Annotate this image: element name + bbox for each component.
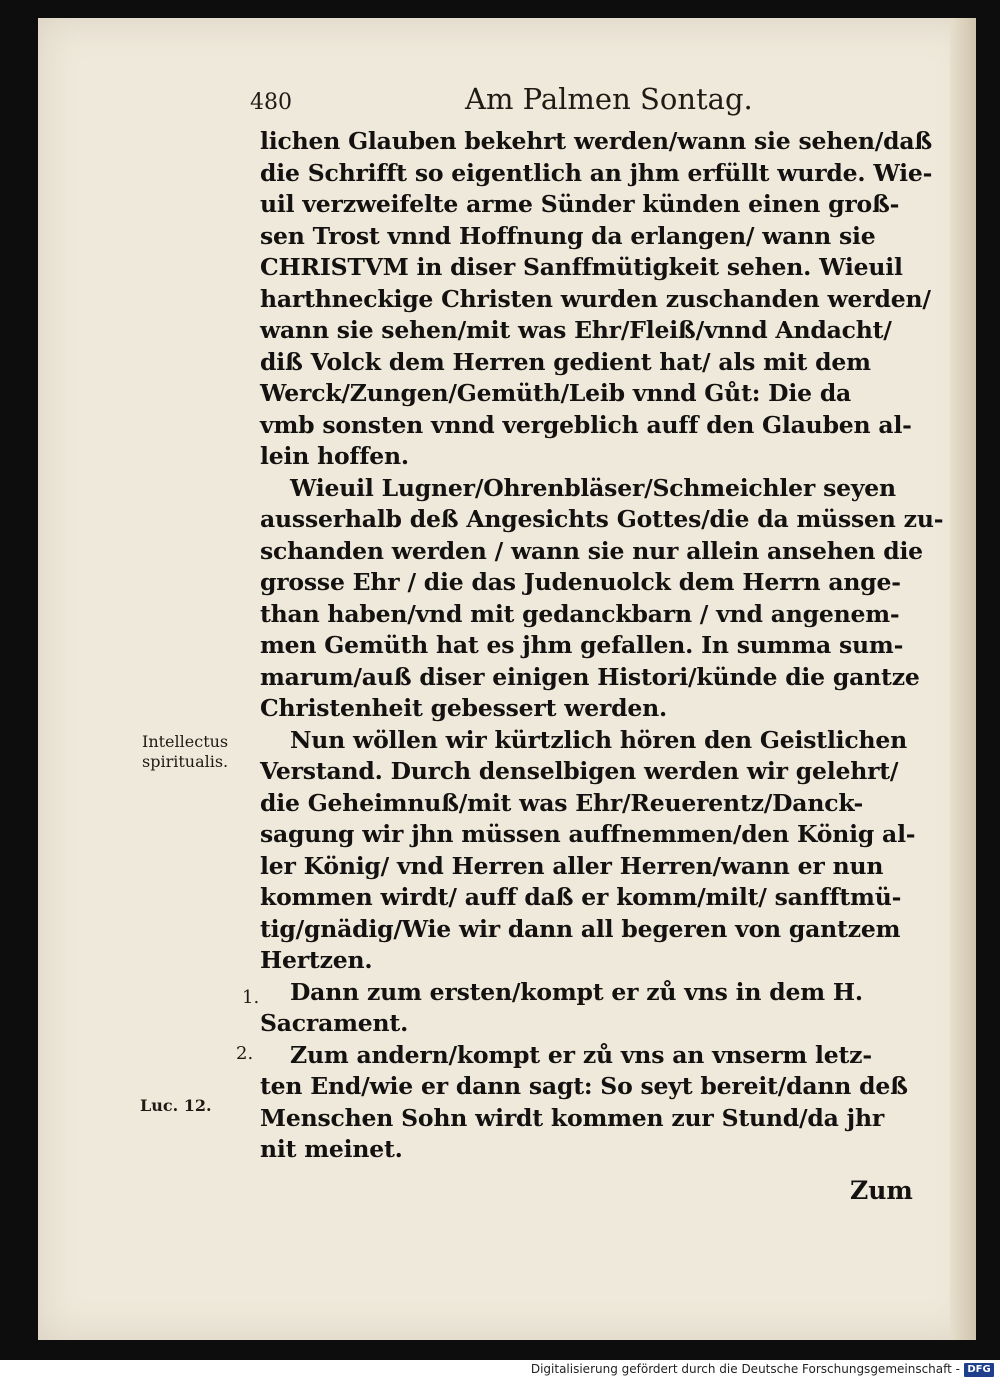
page-header: [250, 82, 770, 122]
running-head: Am Palmen Sontag.: [465, 82, 753, 116]
text-line: Christenheit gebessert werden.: [260, 694, 668, 722]
text-line: nit meinet.: [260, 1135, 403, 1163]
marginal-number-1: 1.: [242, 987, 260, 1008]
marginal-note-intellectus: [142, 732, 228, 772]
marginal-note-line: spiritualis.: [142, 752, 229, 771]
text-line: Sacrament.: [260, 1009, 409, 1037]
text-line: die Geheimnuß/mit was Ehr/Reuerentz/Danck-: [260, 788, 864, 817]
book-page: [38, 18, 976, 1340]
funding-credit: Digitalisierung gefördert durch die Deutsche Forschungsgemeinschaft -: [530, 1362, 960, 1376]
text-line: schanden werden / wann sie nur allein ansehen die: [260, 536, 923, 565]
text-line: harthneckige Christen wurden zuschanden werden/: [260, 284, 931, 313]
text-line: diß Volck dem Herren gedient hat/ als mit dem: [260, 347, 871, 376]
page-gutter: [950, 18, 976, 1340]
text-line: Hertzen.: [260, 946, 373, 974]
text-line: Menschen Sohn wirdt kommen zur Stund/da jhr: [260, 1103, 885, 1132]
marginal-number-2: 2.: [236, 1043, 254, 1064]
text-line: tig/gnädig/Wie wir dann all begeren von gantzem: [260, 914, 901, 943]
dfg-logo: DFG: [964, 1363, 994, 1377]
marginal-note-line: Intellectus: [142, 732, 229, 751]
text-line: marum/auß diser einigen Histori/künde die gantze: [260, 662, 920, 691]
text-line: Dann zum ersten/kompt er zů vns in dem H.: [290, 977, 863, 1006]
footer-bar: [0, 1360, 1000, 1381]
text-line: die Schrifft so eigentlich an jhm erfüllt wurde. Wie-: [260, 158, 933, 187]
text-line: Nun wöllen wir kürtzlich hören den Geistlichen: [290, 725, 908, 754]
text-line: vmb sonsten vnnd vergeblich auff den Glauben al-: [260, 410, 912, 439]
text-line: ausserhalb deß Angesichts Gottes/die da müssen zu-: [260, 505, 944, 533]
text-line: ler König/ vnd Herren aller Herren/wann er nun: [260, 851, 884, 880]
text-line: sen Trost vnnd Hoffnung da erlangen/ wann sie: [260, 221, 876, 250]
text-line: uil verzweifelte arme Sünder künden einen groß-: [260, 190, 900, 218]
text-line: grosse Ehr / die das Judenuolck dem Herrn ange-: [260, 568, 901, 596]
text-line: Zum andern/kompt er zů vns an vnserm letz-: [290, 1040, 872, 1069]
page-number: 480: [250, 90, 292, 115]
text-line: lein hoffen.: [260, 442, 409, 470]
text-line: Wieuil Lugner/Ohrenbläser/Schmeichler seyen: [290, 473, 896, 502]
text-line: men Gemüth hat es jhm gefallen. In summa sum-: [260, 631, 904, 659]
marginal-reference-luke: Luc. 12.: [140, 1096, 212, 1115]
text-line: wann sie sehen/mit was Ehr/Fleiß/vnnd Andacht/: [260, 316, 892, 344]
catchword: Zum: [850, 1176, 913, 1205]
text-line: CHRISTVM in diser Sanffmütigkeit sehen. Wieuil: [260, 253, 903, 281]
text-line: lichen Glauben bekehrt werden/wann sie sehen/daß: [260, 127, 933, 155]
text-line: sagung wir jhn müssen auffnemmen/den König al-: [260, 820, 916, 848]
text-line: kommen wirdt/ auff daß er komm/milt/ sanfftmü-: [260, 883, 902, 911]
text-line: ten End/wie er dann sagt: So seyt bereit/dann deß: [260, 1072, 908, 1100]
body-text: [260, 126, 944, 1166]
text-line: Werck/Zungen/Gemüth/Leib vnnd Gůt: Die da: [260, 379, 852, 407]
text-line: Verstand. Durch denselbigen werden wir gelehrt/: [260, 757, 899, 785]
text-line: than haben/vnd mit gedanckbarn / vnd angenem-: [260, 599, 900, 628]
